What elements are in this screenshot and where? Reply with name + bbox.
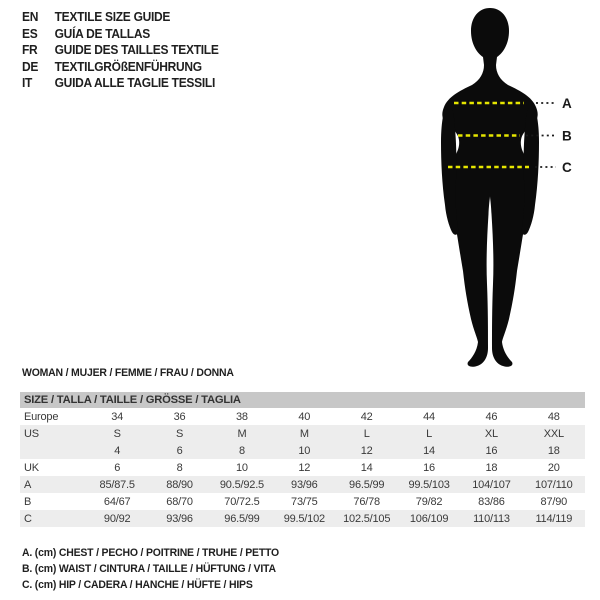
lang-title: GUIDA ALLE TAGLIE TESSILI: [54, 76, 216, 91]
table-cell: 73/75: [291, 495, 318, 508]
table-cell: 106/109: [409, 512, 449, 525]
table-row: [20, 408, 585, 425]
table-cell: 40: [298, 410, 311, 423]
table-cell: L: [426, 427, 433, 440]
size-table: [20, 392, 585, 527]
section-title: WOMAN / MUJER / FEMME / FRAU / DONNA: [22, 367, 234, 379]
table-cell: 48: [547, 410, 560, 423]
table-cell: 14: [423, 444, 435, 457]
table-cell: 6: [114, 461, 121, 474]
table-cell: L: [363, 427, 370, 440]
lang-title: GUÍA DE TALLAS: [54, 26, 150, 41]
lang-title: GUIDE DES TAILLES TEXTILE: [54, 43, 219, 58]
lang-code: FR: [22, 43, 38, 58]
woman-silhouette: [442, 8, 537, 367]
row-label: UK: [24, 461, 39, 474]
row-label: C: [24, 512, 32, 525]
table-cell: 12: [298, 461, 311, 474]
table-cell: 16: [423, 461, 435, 474]
table-cell: 88/90: [166, 478, 193, 491]
lang-row-fr: [22, 42, 219, 59]
table-cell: 18: [485, 461, 498, 474]
table-cell: 12: [360, 444, 373, 457]
table-cell: 8: [176, 461, 183, 474]
row-label: [20, 442, 86, 459]
table-row: [20, 442, 585, 459]
table-cell: 70/72.5: [224, 495, 260, 508]
table-cell: M: [237, 427, 247, 440]
lang-code: DE: [22, 59, 39, 74]
table-cell: 110/113: [473, 512, 510, 525]
lang-code: IT: [22, 76, 33, 91]
table-cell: 79/82: [415, 495, 443, 508]
legend-hip: C. (cm) HIP / CADERA / HANCHE / HÜFTE / HIPS: [22, 578, 253, 591]
table-cell: 38: [236, 410, 248, 423]
table-cell: 96.5/99: [349, 478, 385, 491]
lang-title: TEXTILE SIZE GUIDE: [54, 10, 171, 24]
lang-title: TEXTILGRÖßENFÜHRUNG: [54, 59, 202, 74]
table-row: [20, 459, 585, 476]
table-cell: 87/90: [540, 495, 568, 508]
lang-row-de: [22, 59, 219, 76]
row-label: US: [24, 427, 39, 440]
table-cell: 4: [114, 444, 121, 457]
table-cell: 85/87.5: [99, 478, 135, 491]
table-row: [20, 425, 585, 442]
table-cell: 64/67: [103, 495, 131, 508]
table-cell: 42: [360, 410, 373, 423]
table-row: [20, 510, 585, 527]
table-cell: M: [299, 427, 309, 440]
table-cell: XXL: [543, 427, 564, 440]
legend-waist: B. (cm) WAIST / CINTURA / TAILLE / HÜFTUNG / VITA: [22, 562, 276, 575]
table-cell: 96.5/99: [224, 512, 260, 525]
table-cell: 34: [111, 410, 124, 423]
table-cell: 68/70: [166, 495, 193, 508]
measurement-figure: [398, 0, 588, 374]
waist-marker-label: B: [562, 128, 572, 144]
table-cell: 46: [485, 410, 498, 423]
woman-silhouette-illustration: [398, 0, 588, 374]
table-cell: 107/110: [535, 478, 573, 491]
table-row: [20, 493, 585, 510]
table-cell: 20: [547, 461, 560, 474]
size-table-grid: [20, 408, 585, 527]
table-cell: 18: [547, 444, 560, 457]
table-cell: 104/107: [472, 478, 511, 491]
lang-code: ES: [22, 26, 38, 41]
table-cell: 8: [238, 444, 245, 457]
table-cell: S: [175, 427, 184, 440]
lang-row-en: [22, 9, 219, 26]
table-cell: S: [113, 427, 121, 440]
table-cell: 6: [176, 444, 183, 457]
table-cell: 76/78: [353, 495, 380, 508]
table-cell: 83/86: [478, 495, 505, 508]
chest-marker-label: A: [562, 96, 572, 111]
legend-chest: A. (cm) CHEST / PECHO / POITRINE / TRUHE / PETTO: [22, 547, 280, 559]
table-cell: 44: [423, 410, 435, 423]
table-cell: 102.5/105: [343, 512, 391, 525]
row-label: Europe: [24, 410, 59, 423]
lang-code: EN: [22, 10, 39, 24]
table-row: [20, 476, 585, 493]
size-table-header: SIZE / TALLA / TAILLE / GRÖSSE / TAGLIA: [20, 392, 585, 408]
table-cell: 93/96: [166, 512, 193, 525]
table-cell: 36: [173, 410, 186, 423]
table-cell: 16: [485, 444, 498, 457]
table-cell: 99.5/102: [283, 512, 325, 525]
table-cell: 10: [236, 461, 248, 474]
table-cell: 93/96: [291, 478, 318, 491]
table-cell: 10: [298, 444, 311, 457]
table-cell: 14: [360, 461, 373, 474]
hip-marker-label: C: [562, 160, 572, 175]
table-cell: 90.5/92.5: [219, 478, 264, 491]
table-cell: 90/92: [103, 512, 131, 525]
table-cell: 99.5/103: [408, 478, 450, 491]
row-label: A: [24, 478, 32, 491]
table-cell: XL: [484, 427, 498, 440]
row-label: B: [24, 495, 32, 508]
language-title-list: [22, 9, 227, 92]
lang-row-es: [22, 26, 219, 43]
measurement-legend: [22, 546, 287, 593]
table-cell: 114/119: [535, 512, 573, 525]
lang-row-it: [22, 75, 219, 92]
